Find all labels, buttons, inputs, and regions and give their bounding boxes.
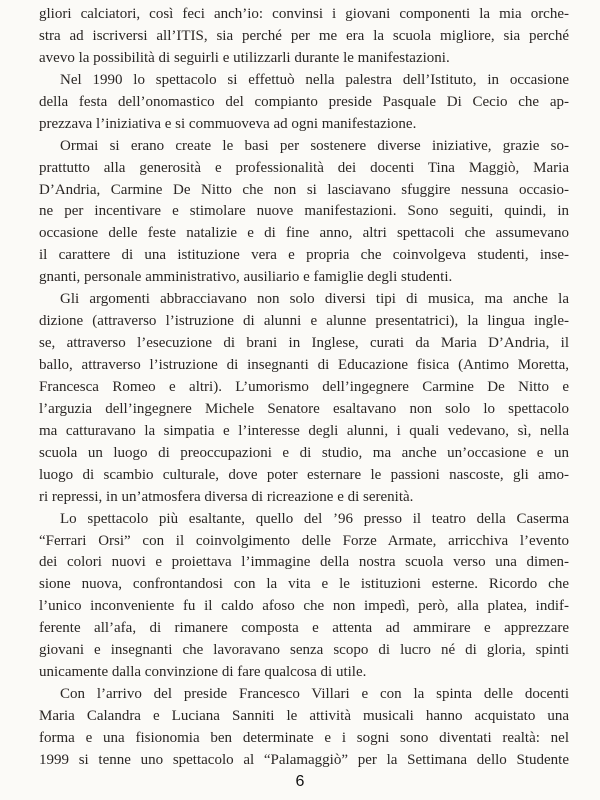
- paragraph: [39, 70, 569, 136]
- text-line: Ormai si erano create le basi per sostenere diverse iniziative, grazie so-: [60, 137, 569, 154]
- text-line: gliori calciatori, così feci anch’io: convinsi i giovani componenti la mia orche-: [39, 6, 569, 22]
- text-line: ferente all’afa, di rimanere composta e attenta ad ammirare e apprezzare: [39, 620, 569, 637]
- text-line: il carattere di una istituzione vera e propria che coinvolgeva studenti, inse-: [39, 247, 569, 264]
- paragraph: [39, 4, 569, 70]
- text-line: 1999 si tenne uno spettacolo al “Palamaggiò” per la Settimana dello Studente: [39, 751, 569, 768]
- body-text: [39, 4, 569, 772]
- paragraph: [39, 289, 569, 508]
- paragraph: [39, 509, 569, 685]
- text-line: Con l’arrivo del preside Francesco Villari e con la spinta delle docenti: [60, 686, 569, 703]
- text-line: occasione delle feste natalizie e di fine anno, altri spettacoli che assumevano: [39, 225, 569, 242]
- text-line: ma catturavano la simpatia e l’interesse degli alunni, i quali vedevano, sì, nella: [39, 422, 569, 439]
- text-line: scuola un luogo di preoccupazioni e di studio, ma anche un’occasione e un: [39, 444, 569, 461]
- text-line: “Ferrari Orsi” con il coinvolgimento delle Forze Armate, arricchiva l’evento: [39, 532, 569, 549]
- text-line: luogo di scambio culturale, dove poter esternare le passioni nascoste, gli amo-: [39, 466, 569, 483]
- text-line: unicamente dalla convinzione di fare qualcosa di utile.: [39, 664, 367, 681]
- text-line: D’Andria, Carmine De Nitto che non si lasciavano sfuggire nessuna occasio-: [39, 181, 569, 198]
- text-line: ballo, attraverso l’istruzione di insegnanti di Educazione fisica (Antimo Moretta,: [39, 357, 569, 373]
- text-line: Gli argomenti abbracciavano non solo diversi tipi di musica, ma anche la: [60, 291, 569, 308]
- text-line: stra ad iscriversi all’ITIS, sia perché per me era la scuola migliore, sia perché: [39, 27, 569, 44]
- text-line: sione nuova, confrontandosi con la vita e le istituzioni esterne. Ricordo che: [39, 576, 569, 593]
- text-line: forma e una fisionomia ben determinate e i sogni sono diventati realtà: nel: [39, 729, 569, 746]
- text-line: l’unico inconveniente fu il caldo afoso che non impedì, però, alla platea, indif-: [39, 598, 569, 615]
- text-line: prezzava l’iniziativa e si commuoveva ad ogni manifestazione.: [39, 115, 417, 132]
- page-number: 6: [295, 773, 305, 790]
- text-line: avevo la possibilità di seguirli e utilizzarli durante le manifestazioni.: [39, 49, 450, 66]
- text-line: giovani e insegnanti che lavoravano senza scopo di lucro né di gloria, spinti: [39, 642, 569, 659]
- text-line: ri repressi, in un’atmosfera diversa di ricreazione e di serenità.: [39, 488, 414, 505]
- paragraph: [39, 136, 569, 290]
- text-line: Maria Calandra e Luciana Sanniti le attività musicali hanno acquistato una: [39, 708, 569, 724]
- text-line: dizione (attraverso l’istruzione di alunni e alunne presentatrici), la lingua ingle-: [39, 313, 569, 330]
- text-line: Francesca Romeo e altri). L’umorismo dell’ingegnere Carmine De Nitto e: [39, 378, 569, 395]
- text-line: gnanti, personale amministrativo, ausiliario e famiglie degli studenti.: [39, 269, 453, 286]
- text-line: della festa dell’onomastico del compianto preside Pasquale Di Cecio che ap-: [39, 93, 569, 110]
- text-line: prattutto alla generosità e professionalità dei docenti Tina Maggiò, Maria: [39, 159, 569, 176]
- text-line: dei colori nuovi e proiettava l’immagine della nostra scuola verso una dimen-: [39, 554, 569, 571]
- text-line: ne per incentivare e stimolare nuove manifestazioni. Sono seguiti, quindi, in: [39, 203, 569, 220]
- text-line: Lo spettacolo più esaltante, quello del ’96 presso il teatro della Caserma: [60, 510, 569, 527]
- paragraph: [39, 684, 569, 772]
- text-line: se, attraverso l’esecuzione di brani in Inglese, curati da Maria D’Andria, il: [39, 335, 569, 352]
- text-line: Nel 1990 lo spettacolo si effettuò nella palestra dell’Istituto, in occasione: [60, 71, 569, 88]
- text-line: l’arguzia dell’ingegnere Michele Senatore esaltavano non solo lo spettacolo: [39, 400, 569, 417]
